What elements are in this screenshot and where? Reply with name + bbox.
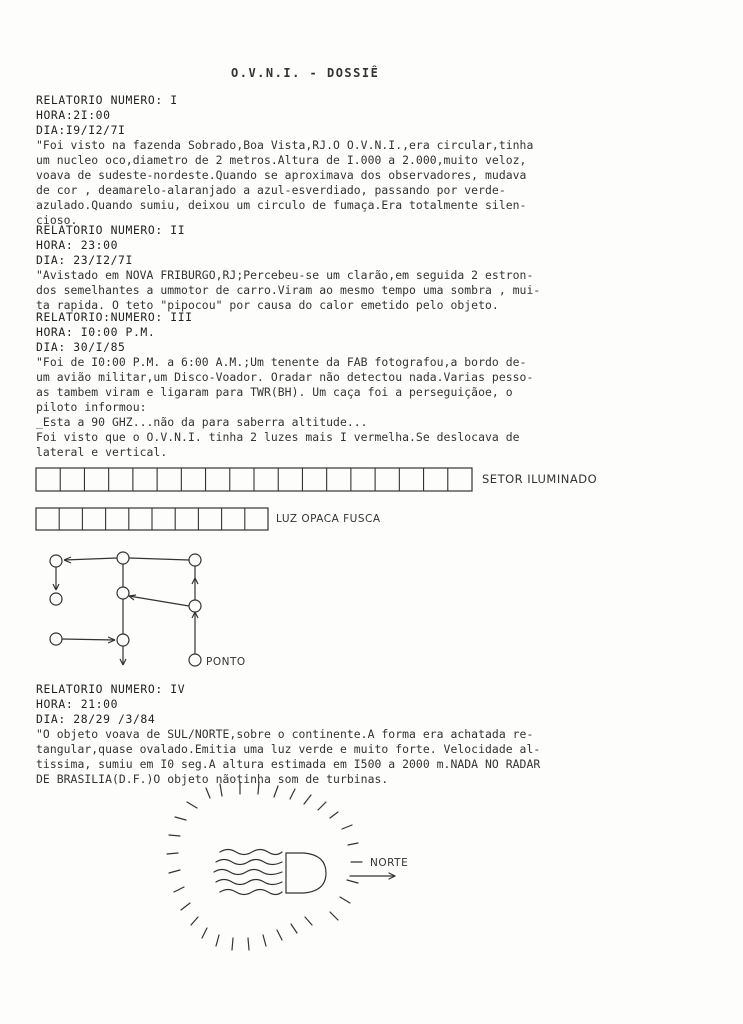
report-text-line: um nucleo oco,diametro de 2 metros.Altura de I.000 a 2.000,muito veloz, bbox=[36, 153, 527, 167]
report-number: RELATORIO NUMERO: IV bbox=[36, 682, 186, 696]
report-text-line: tangular,quase ovalado.Emitia uma luz verde e muito forte. Velocidade al- bbox=[36, 742, 541, 756]
report-text-line: de cor , deamarelo-alaranjado a azul-esverdiado, passando por verde- bbox=[36, 183, 506, 197]
report-date: DIA: 23/I2/7I bbox=[36, 253, 133, 267]
report-time: HORA:2I:00 bbox=[36, 108, 111, 122]
report-text-line: "O objeto voava de SUL/NORTE,sobre o continente.A forma era achatada re- bbox=[36, 727, 534, 741]
document-title: O.V.N.I. - DOSSIÊ bbox=[231, 66, 380, 80]
report-text-line: "Foi de I0:00 P.M. a 6:00 A.M.;Um tenente da FAB fotografou,a bordo de- bbox=[36, 355, 527, 369]
report-text-line: ta rapida. O teto "pipocou" por causa do calor emetido pelo objeto. bbox=[36, 298, 499, 312]
trajectory-diagram bbox=[50, 552, 201, 666]
report-time: HORA: 23:00 bbox=[36, 238, 119, 252]
setor-iluminado-label: SETOR ILUMINADO bbox=[482, 472, 598, 486]
report-text-line: as tambem viram e ligaram para TWR(BH). Um caça foi a perseguiçãoe, o bbox=[36, 385, 513, 399]
report-text-line: cioso. bbox=[36, 213, 78, 227]
ponto-label: PONTO bbox=[206, 656, 246, 668]
ufo-sketch bbox=[167, 782, 395, 950]
report-date: DIA: 28/29 /3/84 bbox=[36, 712, 156, 726]
report-number: RELATORIO NUMERO: I bbox=[36, 93, 178, 107]
report-number: RELATORIO:NUMERO: III bbox=[36, 310, 193, 324]
report-text-line: _Esta a 90 GHZ...não da para saberra altitude... bbox=[36, 415, 368, 429]
report-text-line: dos semelhantes a ummotor de carro.Viram ao mesmo tempo uma sombra , mui- bbox=[36, 283, 541, 297]
report-text-line: Foi visto que o O.V.N.I. tinha 2 luzes mais I vermelha.Se deslocava de bbox=[36, 430, 520, 444]
report-date: DIA:I9/I2/7I bbox=[36, 123, 126, 137]
report-text-line: "Avistado em NOVA FRIBURGO,RJ;Percebeu-se um clarão,em seguida 2 estron- bbox=[36, 268, 534, 282]
report-text-line: "Foi visto na fazenda Sobrado,Boa Vista,RJ.O O.V.N.I.,era circular,tinha bbox=[36, 138, 534, 152]
norte-label: NORTE bbox=[370, 857, 409, 869]
report-number: RELATORIO NUMERO: II bbox=[36, 223, 186, 237]
report-date: DIA: 30/I/85 bbox=[36, 340, 126, 354]
report-4 bbox=[36, 682, 716, 787]
report-text-line: DE BRASILIA(D.F.)O objeto nãotinha som de turbinas. bbox=[36, 772, 389, 786]
report-text-line: piloto informou: bbox=[36, 400, 147, 414]
report-text-line: voava de sudeste-nordeste.Quando se aproximava dos observadores, mudava bbox=[36, 168, 527, 182]
luz-opaca-label: LUZ OPACA FUSCA bbox=[276, 513, 381, 525]
report-time: HORA: I0:00 P.M. bbox=[36, 325, 156, 339]
report-text-line: um avião militar,um Disco-Voador. Oradar não detectou nada.Varias pesso- bbox=[36, 370, 534, 384]
report-text-line: lateral e vertical. bbox=[36, 445, 168, 459]
report-time: HORA: 21:00 bbox=[36, 697, 119, 711]
report-text-line: tissima, sumiu em I0 seg.A altura estimada em I500 a 2000 m.NADA NO RADAR bbox=[36, 757, 541, 771]
report-text-line: azulado.Quando sumiu, deixou um circulo de fumaça.Era totalmente silen- bbox=[36, 198, 527, 212]
